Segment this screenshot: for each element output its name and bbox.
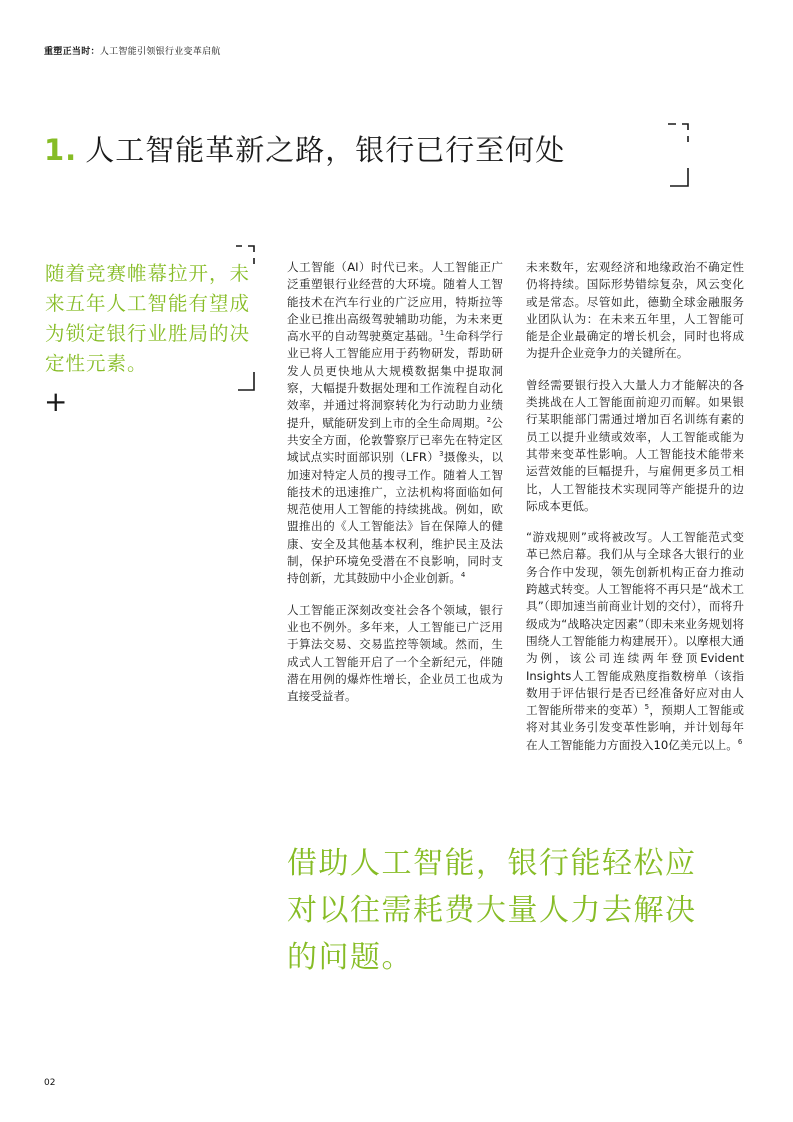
paragraph-text-run: ，预期人工智能或将对其业务引发变革性影响，并计划每年在人工智能能力方面投入10亿美元以上。 xyxy=(526,703,744,752)
paragraph-text-run: 摄像头，以加速对特定人员的搜寻工作。随着人工智能技术的迅速推广，立法机构将面临如何规范使用人工智能的持续挑战。例如，欧盟推出的《人工智能法》旨在保障人的健康、安全及其他基本权利，维护民主及法制，保护环境免受潜在不良影响，同时支持创新，尤其鼓励中小企业创新。 xyxy=(287,450,503,586)
title-bracket-icon xyxy=(668,122,690,188)
section-title xyxy=(44,128,565,169)
paragraph-text-run: 公共安全方面，伦敦警察厅已率先在特定区域试点实时面部识别（LFR） xyxy=(287,415,503,465)
column1-paragraph-2: 人工智能正深刻改变社会各个领域，银行业也不例外。多年来，人工智能已广泛用于算法交易、交易监控等领域。然而，生成式人工智能开启了一个全新纪元，伴随潜在用例的爆炸性增长，企业员工也成为直接受益者。 xyxy=(287,602,503,704)
section-number: 1. xyxy=(44,133,78,167)
paragraph-text-run: 人工智能（AI）时代已来。人工智能正广泛重塑银行业经营的大环境。随着人工智能技术在汽车行业的广泛应用，特斯拉等企业已推出高级驾驶辅助功能，为未来更高水平的自动驾驶奠定基础。 xyxy=(287,260,503,344)
header-bold: 重塑正当时： xyxy=(44,47,100,57)
paragraph-text-run: “游戏规则”或将被改写。人工智能范式变革已然启幕。我们从与全球各大银行的业务合作中发现，领先创新机构正奋力推动跨越式转变。人工智能将不再只是“战术工具”（即加速当前商业计划的交付），而将升级成为“战略决定因素”（即未来业务规划将围绕人工智能能力构建展开）。以摩根大通为例，该公司连续两年登顶Evident Insights人工智能成熟度指数榜单（该指数用于评估银行是否已经准备好应对由人工智能所带来的变革） xyxy=(526,530,744,718)
footnote-marker: 4 xyxy=(460,571,466,580)
plus-icon: + xyxy=(44,385,68,418)
header-text: 人工智能引领银行业变革启航 xyxy=(99,47,221,57)
body-column-1 xyxy=(287,259,503,719)
column1-paragraph-1 xyxy=(287,259,503,588)
running-header xyxy=(44,44,221,57)
footnote-marker: 6 xyxy=(737,737,743,746)
page-number: 02 xyxy=(44,1078,56,1088)
column2-paragraph-1: 未来数年，宏观经济和地缘政治不确定性仍将持续。国际形势错综复杂，风云变化或是常态。尽管如此，德勤全球金融服务业团队认为：在未来五年里，人工智能可能是企业最确定的增长机会，同时也将成为提升企业竞争力的关键所在。 xyxy=(526,260,744,361)
column2-paragraph-3 xyxy=(526,529,744,754)
footnote-marker: 1 xyxy=(439,329,445,338)
body-column-2 xyxy=(526,259,744,768)
paragraph-text-run: 生命科学行业已将人工智能应用于药物研发，帮助研发人员更快地从大规模数据集中提取洞察，大幅提升数据处理和工作流程自动化效率，并通过将洞察转化为行动助力业绩提升，赋能研发到上市的全生命周期。 xyxy=(287,329,503,430)
column2-paragraph-2: 曾经需要银行投入大量人力才能解决的各类挑战在人工智能面前迎刃而解。如果银行某职能部门需通过增加百名训练有素的员工以提升业绩或效率，人工智能或能为其带来变革性影响。人工智能技术能带来运营效能的巨幅提升，与雇佣更多员工相比，人工智能技术实现同等产能提升的边际成本更低。 xyxy=(526,377,744,513)
footnote-marker: 3 xyxy=(439,450,444,459)
highlight-quote: 借助人工智能，银行能轻松应对以往需耗费大量人力去解决的问题。 xyxy=(287,846,697,975)
footnote-marker: 2 xyxy=(486,415,492,424)
section-title-text: 人工智能革新之路，银行已行至何处 xyxy=(85,133,566,167)
footnote-marker: 5 xyxy=(644,703,650,712)
pull-quote: 随着竞赛帷幕拉开，未来五年人工智能有望成为锁定银行业胜局的决定性元素。 xyxy=(45,262,251,375)
